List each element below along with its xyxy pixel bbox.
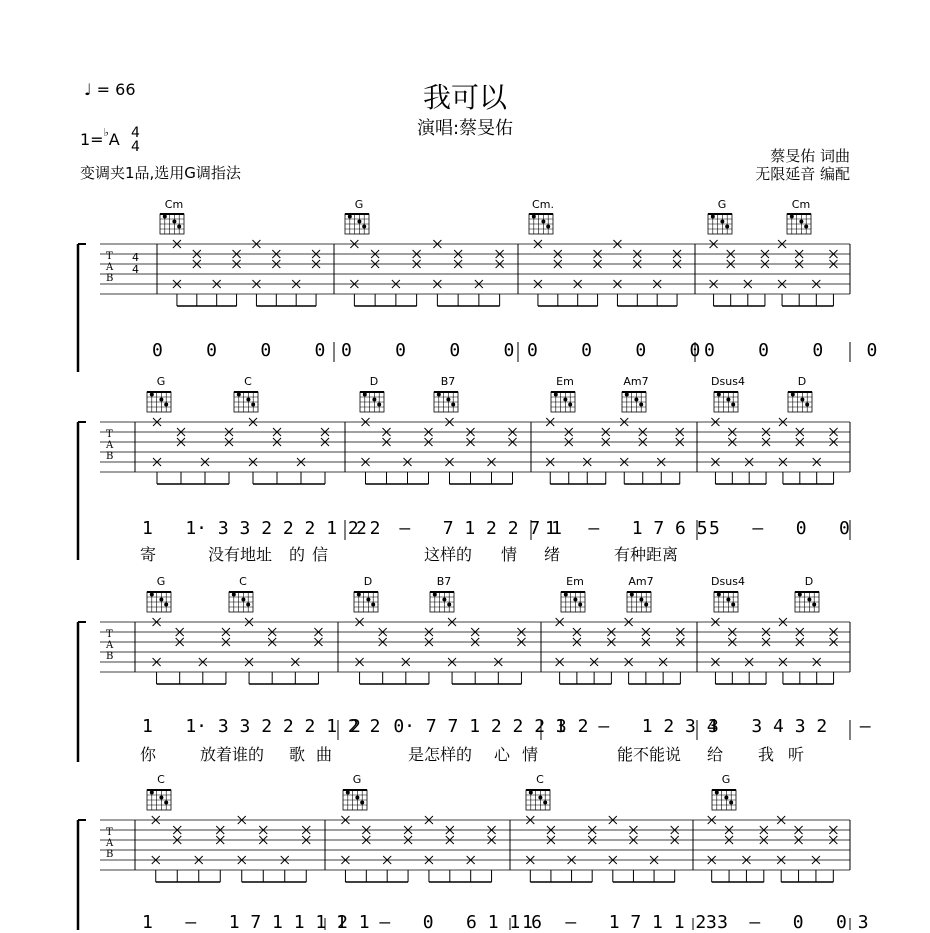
numbered-measure: 1 – 1 2 3 4 bbox=[555, 716, 718, 737]
chord-finger-dot bbox=[437, 393, 441, 397]
tab-clef-letter: B bbox=[106, 651, 114, 662]
chord-finger-dot bbox=[568, 403, 572, 407]
singer: 演唱:蔡旻佑 bbox=[416, 118, 514, 139]
chord-finger-dot bbox=[371, 603, 375, 607]
chord-finger-dot bbox=[362, 225, 366, 229]
lyric: 寄 bbox=[140, 545, 157, 564]
quarter-note-icon: ♩ bbox=[84, 80, 92, 99]
chord-finger-dot bbox=[715, 791, 719, 795]
chord-finger-dot bbox=[159, 598, 163, 602]
tab-clef-letter: A bbox=[106, 640, 114, 651]
chord-finger-dot bbox=[159, 796, 163, 800]
lyric: 的 bbox=[289, 545, 306, 564]
chord-finger-dot bbox=[232, 593, 236, 597]
time-signature: 4 4 bbox=[131, 125, 140, 155]
chord-label: D bbox=[797, 375, 807, 388]
chord-finger-dot bbox=[630, 593, 634, 597]
numbered-measure: 1 1· 3 3 2 2 2 1 2 2 bbox=[142, 518, 381, 539]
chord-label: D bbox=[369, 375, 379, 388]
chord-label: D bbox=[804, 575, 814, 588]
flat-icon: ♭ bbox=[103, 126, 109, 139]
tempo-value: = 66 bbox=[96, 80, 136, 99]
lyric: 没有地址 bbox=[208, 545, 273, 564]
chord-finger-dot bbox=[563, 398, 567, 402]
page-title: 我可以 bbox=[422, 81, 507, 114]
chord-label: Dsus4 bbox=[711, 375, 745, 388]
chord-label: C bbox=[536, 773, 544, 786]
numbered-measure: 2 0· 7 7 1 2 2 2 3 2 bbox=[350, 716, 589, 737]
tab-clef-letter: T bbox=[106, 429, 113, 440]
lyric: 情 bbox=[522, 745, 539, 764]
tab-clef-letter: T bbox=[106, 251, 113, 262]
capo-note: 变调夹1品,选用G调指法 bbox=[80, 164, 241, 182]
chord-finger-dot bbox=[164, 403, 168, 407]
chord-finger-dot bbox=[639, 598, 643, 602]
chord-label: Cm bbox=[164, 198, 184, 211]
chord-finger-dot bbox=[799, 220, 803, 224]
chord-finger-dot bbox=[800, 398, 804, 402]
lyric: 绪 bbox=[544, 545, 561, 564]
chord-finger-dot bbox=[447, 603, 451, 607]
chord-finger-dot bbox=[564, 593, 568, 597]
chord-label: B7 bbox=[440, 375, 456, 388]
tab-time-signature: 4 bbox=[132, 251, 139, 264]
tab-clef-letter: B bbox=[106, 451, 114, 462]
numbered-measure: 1 – 1 7 1 1 1 2 1 bbox=[142, 912, 370, 933]
chord-finger-dot bbox=[578, 603, 582, 607]
lyric: 曲 bbox=[316, 745, 333, 764]
chord-label: G bbox=[352, 773, 362, 786]
chord-finger-dot bbox=[372, 398, 376, 402]
chord-finger-dot bbox=[177, 225, 181, 229]
chord-finger-dot bbox=[790, 215, 794, 219]
chord-finger-dot bbox=[532, 215, 536, 219]
lyric: 我 bbox=[758, 745, 775, 764]
chord-finger-dot bbox=[150, 791, 154, 795]
lyric: 这样的 bbox=[424, 545, 473, 564]
chord-finger-dot bbox=[804, 225, 808, 229]
chord-finger-dot bbox=[246, 398, 250, 402]
chord-finger-dot bbox=[538, 796, 542, 800]
chord-finger-dot bbox=[546, 225, 550, 229]
chord-label: B7 bbox=[436, 575, 452, 588]
chord-finger-dot bbox=[529, 791, 533, 795]
numbered-measure: 2 – 7 1 2 2 7 1 bbox=[356, 518, 562, 539]
chord-finger-dot bbox=[346, 791, 350, 795]
numbered-measure: 0 0 0 0 bbox=[341, 340, 515, 361]
chord-finger-dot bbox=[164, 603, 168, 607]
chord-finger-dot bbox=[731, 603, 735, 607]
chord-finger-dot bbox=[625, 393, 629, 397]
tab-time-signature: 4 bbox=[132, 263, 139, 276]
lyric: 情 bbox=[501, 545, 518, 564]
tab-clef-letter: A bbox=[106, 838, 114, 849]
chord-label: D bbox=[363, 575, 373, 588]
chord-finger-dot bbox=[357, 593, 361, 597]
chord-finger-dot bbox=[720, 220, 724, 224]
lyric: 能不能说 bbox=[617, 745, 682, 764]
lyric: 有种距离 bbox=[614, 545, 679, 564]
lyric: 放着谁的 bbox=[200, 745, 265, 764]
tab-clef-letter: T bbox=[106, 629, 113, 640]
chord-finger-dot bbox=[726, 598, 730, 602]
key-signature: 1=♭A bbox=[80, 126, 120, 149]
chord-finger-dot bbox=[164, 801, 168, 805]
chord-finger-dot bbox=[451, 403, 455, 407]
chord-label: Em bbox=[556, 375, 574, 388]
numbered-measure: 0 0 0 0 bbox=[527, 340, 701, 361]
chord-label: G bbox=[156, 575, 166, 588]
chord-finger-dot bbox=[237, 393, 241, 397]
chord-finger-dot bbox=[807, 598, 811, 602]
chord-finger-dot bbox=[717, 593, 721, 597]
lyric: 歌 bbox=[289, 745, 306, 764]
chord-finger-dot bbox=[798, 593, 802, 597]
chord-label: C bbox=[157, 773, 165, 786]
chord-finger-dot bbox=[363, 393, 367, 397]
chord-finger-dot bbox=[644, 603, 648, 607]
chord-finger-dot bbox=[246, 603, 250, 607]
chord-finger-dot bbox=[172, 220, 176, 224]
chord-finger-dot bbox=[348, 215, 352, 219]
numbered-measure: 0 0 0 0 bbox=[704, 340, 878, 361]
chord-finger-dot bbox=[150, 593, 154, 597]
chord-label: Cm. bbox=[532, 198, 554, 211]
chord-label: G bbox=[717, 198, 727, 211]
chord-finger-dot bbox=[543, 801, 547, 805]
lyric: 听 bbox=[788, 745, 805, 764]
chord-finger-dot bbox=[639, 403, 643, 407]
lyric: 心 bbox=[494, 745, 511, 764]
chord-finger-dot bbox=[360, 801, 364, 805]
chord-finger-dot bbox=[726, 398, 730, 402]
chord-finger-dot bbox=[573, 598, 577, 602]
numbered-measure: 3 3 4 3 2 – bbox=[708, 716, 871, 737]
chord-finger-dot bbox=[731, 403, 735, 407]
chord-finger-dot bbox=[729, 801, 733, 805]
chord-finger-dot bbox=[159, 398, 163, 402]
chord-finger-dot bbox=[812, 603, 816, 607]
tab-clef-letter: A bbox=[106, 262, 114, 273]
chord-label: G bbox=[721, 773, 731, 786]
chord-label: C bbox=[244, 375, 252, 388]
numbered-measure: 0 0 0 0 bbox=[152, 340, 326, 361]
chord-label: G bbox=[354, 198, 364, 211]
chord-label: Em bbox=[566, 575, 584, 588]
chord-finger-dot bbox=[163, 215, 167, 219]
chord-finger-dot bbox=[433, 593, 437, 597]
chord-finger-dot bbox=[251, 403, 255, 407]
chord-finger-dot bbox=[446, 398, 450, 402]
credit-arranger: 无限延音 编配 bbox=[755, 165, 850, 183]
chord-finger-dot bbox=[357, 220, 361, 224]
chord-label: Am7 bbox=[623, 375, 649, 388]
tab-clef-letter: T bbox=[106, 827, 113, 838]
chord-finger-dot bbox=[241, 598, 245, 602]
chord-label: Dsus4 bbox=[711, 575, 745, 588]
chord-finger-dot bbox=[366, 598, 370, 602]
chord-finger-dot bbox=[442, 598, 446, 602]
chord-finger-dot bbox=[725, 225, 729, 229]
chord-label: G bbox=[156, 375, 166, 388]
lyric: 你 bbox=[140, 745, 157, 764]
chord-finger-dot bbox=[717, 393, 721, 397]
numbered-measure: 1 – 1 7 6 5 bbox=[545, 518, 708, 539]
chord-label: Cm bbox=[791, 198, 811, 211]
lyric: 是怎样的 bbox=[408, 745, 473, 764]
chord-finger-dot bbox=[377, 403, 381, 407]
numbered-measure: 1 – 0 6 1 1 6 bbox=[336, 912, 542, 933]
chord-label: Am7 bbox=[628, 575, 654, 588]
lyric: 给 bbox=[707, 745, 724, 764]
numbered-measure: 1 – 1 7 1 1 2 3 bbox=[522, 912, 728, 933]
chord-finger-dot bbox=[791, 393, 795, 397]
chord-finger-dot bbox=[541, 220, 545, 224]
chord-finger-dot bbox=[634, 398, 638, 402]
credit-lyrics-music: 蔡旻佑 词曲 bbox=[770, 147, 850, 165]
chord-finger-dot bbox=[150, 393, 154, 397]
tab-clef-letter: B bbox=[106, 849, 114, 860]
chord-finger-dot bbox=[711, 215, 715, 219]
chord-finger-dot bbox=[724, 796, 728, 800]
chord-finger-dot bbox=[554, 393, 558, 397]
chord-finger-dot bbox=[805, 403, 809, 407]
chord-label: C bbox=[239, 575, 247, 588]
numbered-measure: 3 – 0 0 3 bbox=[706, 912, 869, 933]
tab-clef-letter: B bbox=[106, 273, 114, 284]
lyric: 信 bbox=[312, 545, 329, 564]
numbered-measure: 5 – 0 0 bbox=[709, 518, 850, 539]
tab-clef-letter: A bbox=[106, 440, 114, 451]
numbered-measure: 1 1· 3 3 2 2 2 1 2 2 bbox=[142, 716, 381, 737]
chord-finger-dot bbox=[355, 796, 359, 800]
